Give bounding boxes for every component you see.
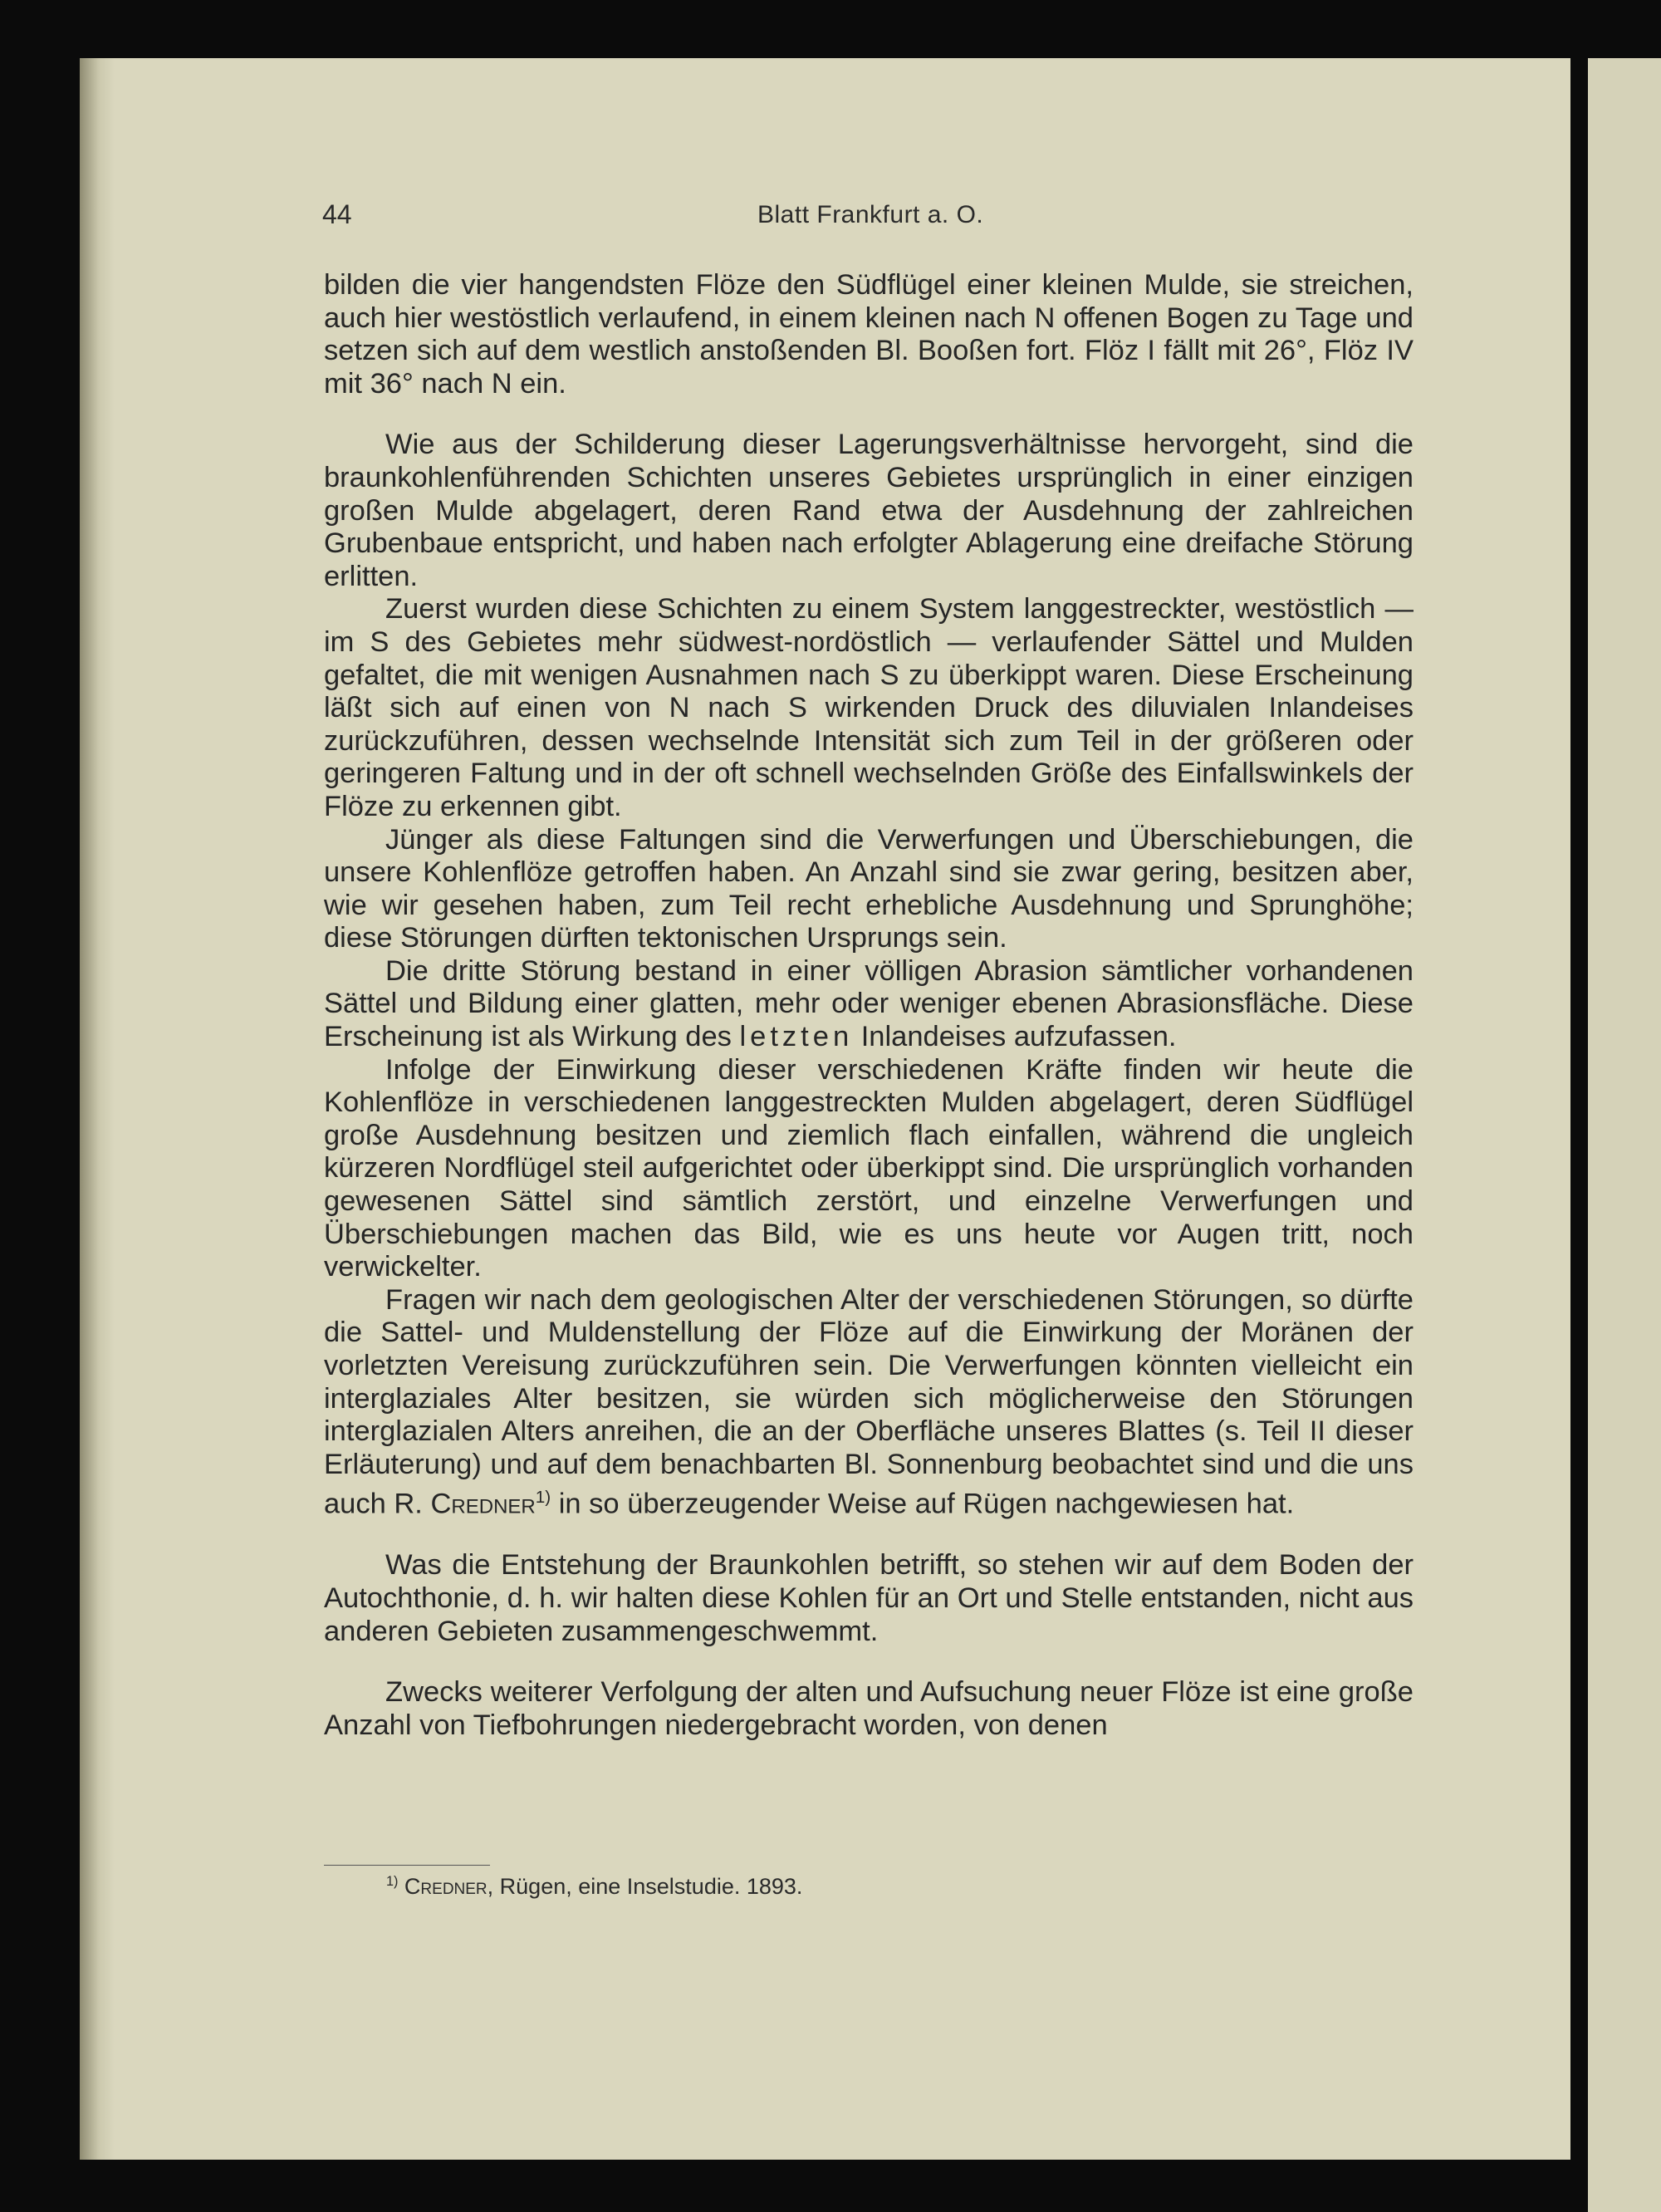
adjacent-page-edge (1588, 58, 1661, 2212)
body-text (324, 269, 1414, 1742)
footnote-marker: 1) (386, 1874, 399, 1889)
emphasis-spaced: letzten (739, 1021, 854, 1053)
footnote-author: Credner (404, 1874, 488, 1899)
page-number: 44 (322, 199, 352, 229)
paragraph-1: bilden die vier hangendsten Flöze den Südflügel einer kleinen Mulde, sie streichen, auch hier westöstlich verlaufend, in einem kleinen nach N offenen Bogen zu Tage und setzen sich auf dem westlich anstoßenden Bl. Booßen fort. Flöz I fällt mit 26°, Flöz IV mit 36° nach N ein. (324, 269, 1414, 400)
running-head: Blatt Frankfurt a. O. (757, 201, 984, 228)
paragraph-6: Infolge der Einwirkung dieser verschiedenen Kräfte finden wir heute die Kohlenflöze in verschiedenen langgestreckten Mulden abgelagert, deren Südflügel große Ausdehnung besitzen und ziemlich flach einfallen, während die ungleich kürzeren Nordflügel steil aufgerichtet oder überkippt sind. Die ursprünglich vorhanden gewesenen Sättel sind sämtlich zerstört, und einzelne Verwerfungen und Überschiebungen machen das Bild, wie es uns heute vor Augen tritt, noch verwickelter. (324, 1053, 1414, 1283)
paragraph-2: Wie aus der Schilderung dieser Lagerungsverhältnisse hervorgeht, sind die braunkohlenführenden Schichten unseres Gebietes ursprünglich in einer einzigen großen Mulde abgelagert, deren Rand etwa der Ausdehnung der zahlreichen Grubenbaue entspricht, und haben nach erfolgter Ablagerung eine dreifache Störung erlitten. (324, 429, 1414, 592)
paragraph-9: Zwecks weiterer Verfolgung der alten und Aufsuchung neuer Flöze ist eine große Anzahl von Tiefbohrungen niedergebracht worden, von denen (324, 1676, 1414, 1741)
paragraph-4: Jünger als diese Faltungen sind die Verwerfungen und Überschiebungen, die unsere Kohlenflöze getroffen haben. An Anzahl sind sie zwar gering, besitzen aber, wie wir gesehen haben, zum Teil recht erhebliche Ausdehnung und Sprunghöhe; diese Störungen dürften tektonischen Ursprungs sein. (324, 823, 1414, 954)
paragraph-5: Die dritte Störung bestand in einer völligen Abrasion sämtlicher vorhandenen Sättel und Bildung einer glatten, mehr oder weniger ebenen Abrasionsfläche. Diese Erscheinung ist als Wirkung des letzten Inlandeises aufzufassen. (324, 954, 1414, 1053)
page-header (322, 199, 1412, 241)
footnote-text: , Rügen, eine Inselstudie. 1893. (487, 1874, 803, 1899)
paragraph-3: Zuerst wurden diese Schichten zu einem System langgestreckter, westöstlich — im S des Gebietes mehr südwest-nordöstlich — verlaufender Sättel und Mulden gefaltet, die mit wenigen Ausnahmen nach S zu überkippt waren. Diese Erscheinung läßt sich auf einen von N nach S wirkenden Druck des diluvialen Inlandeises zurückzuführen, dessen wechselnde Intensität sich zum Teil in der größeren oder geringeren Faltung und in der oft schnell wechselnden Größe des Einfallswinkels der Flöze zu erkennen gibt. (324, 593, 1414, 822)
footnote (386, 1874, 802, 1900)
footnote-divider (324, 1865, 490, 1866)
paragraph-7: Fragen wir nach dem geologischen Alter der verschiedenen Störungen, so dürfte die Sattel- und Muldenstellung der Flöze auf die Einwirkung der Moränen der vorletzten Vereisung zurückzuführen sein. Die Verwerfungen könnten vielleicht ein interglaziales Alter besitzen, sie würden sich möglicherweise den Störungen interglazialen Alters anreihen, die an der Oberfläche unseres Blattes (s. Teil II dieser Erläuterung) und auf dem benachbarten Bl. Sonnenburg beobachtet sind und die uns auch R. Credner$^{1)}$ in so überzeugender Weise auf Rügen nachgewiesen hat. (324, 1283, 1414, 1520)
footnote-reference[interactable]: 1) (535, 1488, 551, 1508)
paragraph-8: Was die Entstehung der Braunkohlen betrifft, so stehen wir auf dem Boden der Autochthonie, d. h. wir halten diese Kohlen für an Ort und Stelle entstanden, nicht aus anderen Gebieten zusammengeschwemmt. (324, 1549, 1414, 1647)
page-gutter-shadow (80, 58, 115, 2160)
author-name: Credner (430, 1488, 536, 1520)
